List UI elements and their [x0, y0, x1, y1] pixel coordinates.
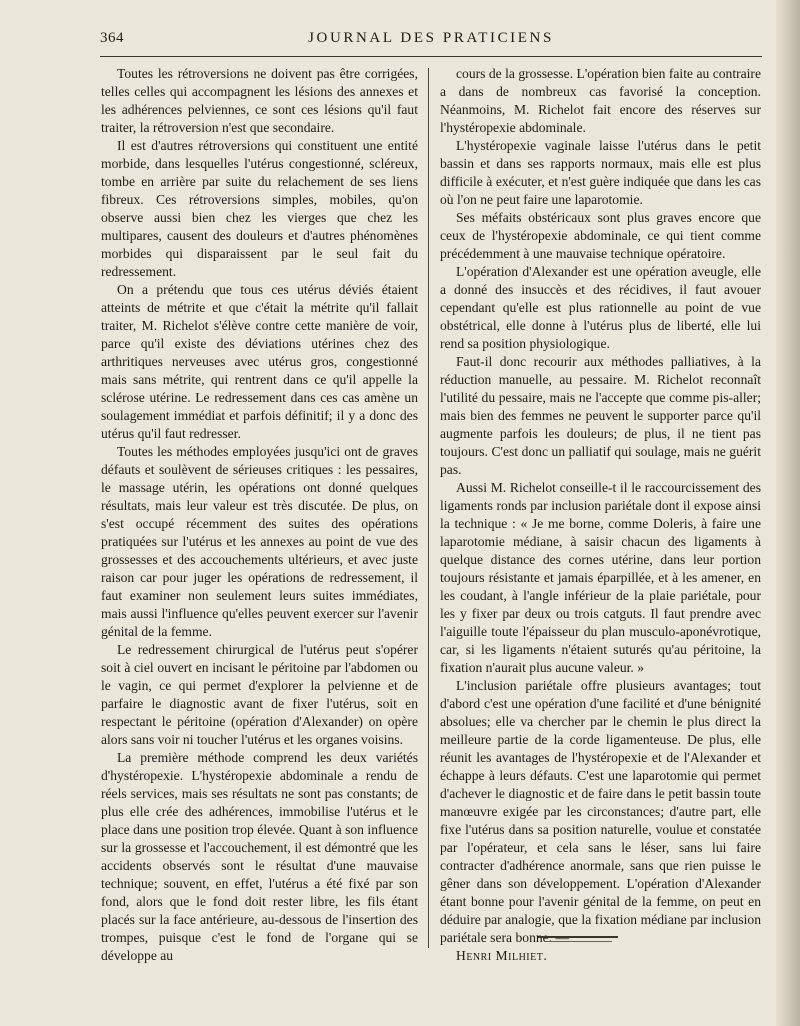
author-signature: Henri Milhiet.	[456, 948, 548, 963]
article-end-rule	[538, 936, 618, 938]
left-column	[101, 65, 418, 965]
paragraph: Il est d'autres rétroversions qui constituent une entité morbide, dans lesquelles l'utérus congestionné, scléreux, tombe en arrière par suite du relachement de ses liens fibreux. Ces rétroversions simples, mobiles, qu'on observe aussi bien chez les vierges que chez les multipares, causent des douleurs et d'autres phénomènes morbides qui disparaissent par le seul fait du redressement.	[101, 138, 418, 279]
paragraph: L'opération d'Alexander est une opération aveugle, elle a donné des insuccès et des récidives, il faut avouer cependant qu'elle est plus rationnelle au point de vue obstétrical, elle donne à l'utérus plus de liberté, elle lui rend sa position physiologique.	[440, 264, 761, 351]
paragraph: Ses méfaits obstéricaux sont plus graves encore que ceux de l'hystéropexie abdominale, ce qui tient comme précédemment à une mauvaise technique opératoire.	[440, 210, 761, 261]
page-spine-shadow	[776, 0, 800, 1026]
page-number: 364	[100, 30, 124, 46]
journal-title: JOURNAL DES PRATICIENS	[308, 30, 554, 46]
paragraph: Toutes les rétroversions ne doivent pas être corrigées, telles celles qui accompagnent les lésions des annexes et les adhérences pelviennes, ce sont ces lésions qu'il faut traiter, la rétroversion n'est que secondaire.	[101, 66, 418, 135]
header-rule	[100, 56, 762, 57]
paragraph: L'inclusion pariétale offre plusieurs avantages; tout d'abord c'est une opération d'une facilité et d'une bénignité absolues; elle va chercher par le chemin le plus direct la meilleure partie de la corde ligamenteuse. De plus, elle réunit les avantages de l'hystéropexie et de l'Alexander et échappe à leurs défauts. C'est une laparotomie qui permet d'achever le diagnostic et de faire dans le petit bassin toute manœuvre exigée par les circonstances; d'autre part, elle fixe l'utérus dans sa position naturelle, voulue et constatée par l'opérateur, et cela sans le léser, sans lui faire contracter d'adhérence anormale, sans que rien puisse le gêner dans son développement. L'opération d'Alexander étant bonne pour l'avenir génital de la femme, on peut en déduire par analogie, que la fixation médiane par inclusion pariétale sera bonne. —	[440, 678, 761, 945]
paragraph: cours de la grossesse. L'opération bien faite au contraire a dans de nombreux cas favorisé la conception. Néanmoins, M. Richelot fait encore des réserves sur l'hystéropexie abdominale.	[440, 66, 761, 135]
paragraph: Faut-il donc recourir aux méthodes palliatives, à la réduction manuelle, au pessaire. M. Richelot reconnaît l'utilité du pessaire, mais ne l'accepte que comme pis-aller; mais bien des femmes ne peuvent le supporter parce qu'il augmente parfois les douleurs; de plus, il ne tient pas toujours. C'est donc un palliatif qui soulage, mais ne guérit pas.	[440, 354, 761, 477]
paragraph: Le redressement chirurgical de l'utérus peut s'opérer soit à ciel ouvert en incisant le péritoine par l'abdomen ou le vagin, ce qui permet d'explorer la pelvienne et de parfaire le diagnostic avant de fixer l'utérus, soit en respectant le péritoine (opération d'Alexander) on opère alors sans voir ni toucher l'utérus et les organes voisins.	[101, 642, 418, 747]
paragraph: On a prétendu que tous ces utérus déviés étaient atteints de métrite et que c'était la métrite qu'il fallait traiter, M. Richelot s'élève contre cette manière de voir, parce qu'il existe des déviations utérines chez des arthritiques nerveuses avec utérus gros, congestionné mais sans métrite, qui rentrent dans ce qu'il appelle la sclérose utérine. Le redressement dans ces cas amène un soulagement immédiat et parfois définitif; il y a donc des utérus qu'il faut redresser.	[101, 282, 418, 441]
paragraph: Aussi M. Richelot conseille-t il le raccourcissement des ligaments ronds par inclusion pariétale dont il expose ainsi la technique : « Je me borne, comme Doleris, à faire une laparotomie médiane, à saisir chacun des ligaments à quelque distance des cornes utérine, dans leur portion toujours résistante et jamais éparpillée, et à les amener, en les coudant, à l'angle inférieur de la plaie pariétale, pour les y fixer par deux ou trois catguts. Il faut prendre avec l'aiguille toute l'épaisseur du plan musculo-aponévrotique, car, si les ligaments n'étaient suturés qu'au péritoine, la fixation n'aurait plus aucune valeur. »	[440, 480, 761, 675]
paragraph: L'hystéropexie vaginale laisse l'utérus dans le petit bassin et dans ses rapports normaux, mais elle est plus difficile à exécuter, et n'est guère indiquée que dans les cas où l'on ne peut faire une laparotomie.	[440, 138, 761, 207]
signature-line	[440, 947, 761, 965]
running-head	[100, 30, 762, 50]
column-rule	[428, 68, 429, 948]
paragraph: La première méthode comprend les deux variétés d'hystéropexie. L'hystéropexie abdominale a rendu de réels services, mais ses résultats ne sont pas constants; de plus elle crée des adhérences, immobilise l'utérus et le place dans une position trop élevée. Quant à son influence sur la grossesse et l'accouchement, il est démontré que les accidents observés sont le résultat d'une mauvaise technique; souvent, en effet, l'utérus a été fixé par son fond, alors que le fond doit rester libre, les fils étant placés sur la face antérieure, au-dessous de l'insertion des trompes, puisque c'est le fond de l'organe qui se développe au	[101, 750, 418, 963]
right-column	[440, 65, 761, 965]
paragraph: Toutes les méthodes employées jusqu'ici ont de graves défauts et soulèvent de sérieuses critiques : les pessaires, le massage utérin, les opérations ont donné quelques résultats, mais leur valeur est très discutée. De plus, on s'est occupé récemment des suites des opérations pratiquées sur l'utérus et les annexes au point de vue des grossesses et des accouchements ultérieurs, et avec juste raison car pour juger les opérations de redressement, il faut examiner non seulement leurs suites immédiates, mais aussi l'influence qu'elles peuvent exercer sur l'avenir génital de la femme.	[101, 444, 418, 639]
